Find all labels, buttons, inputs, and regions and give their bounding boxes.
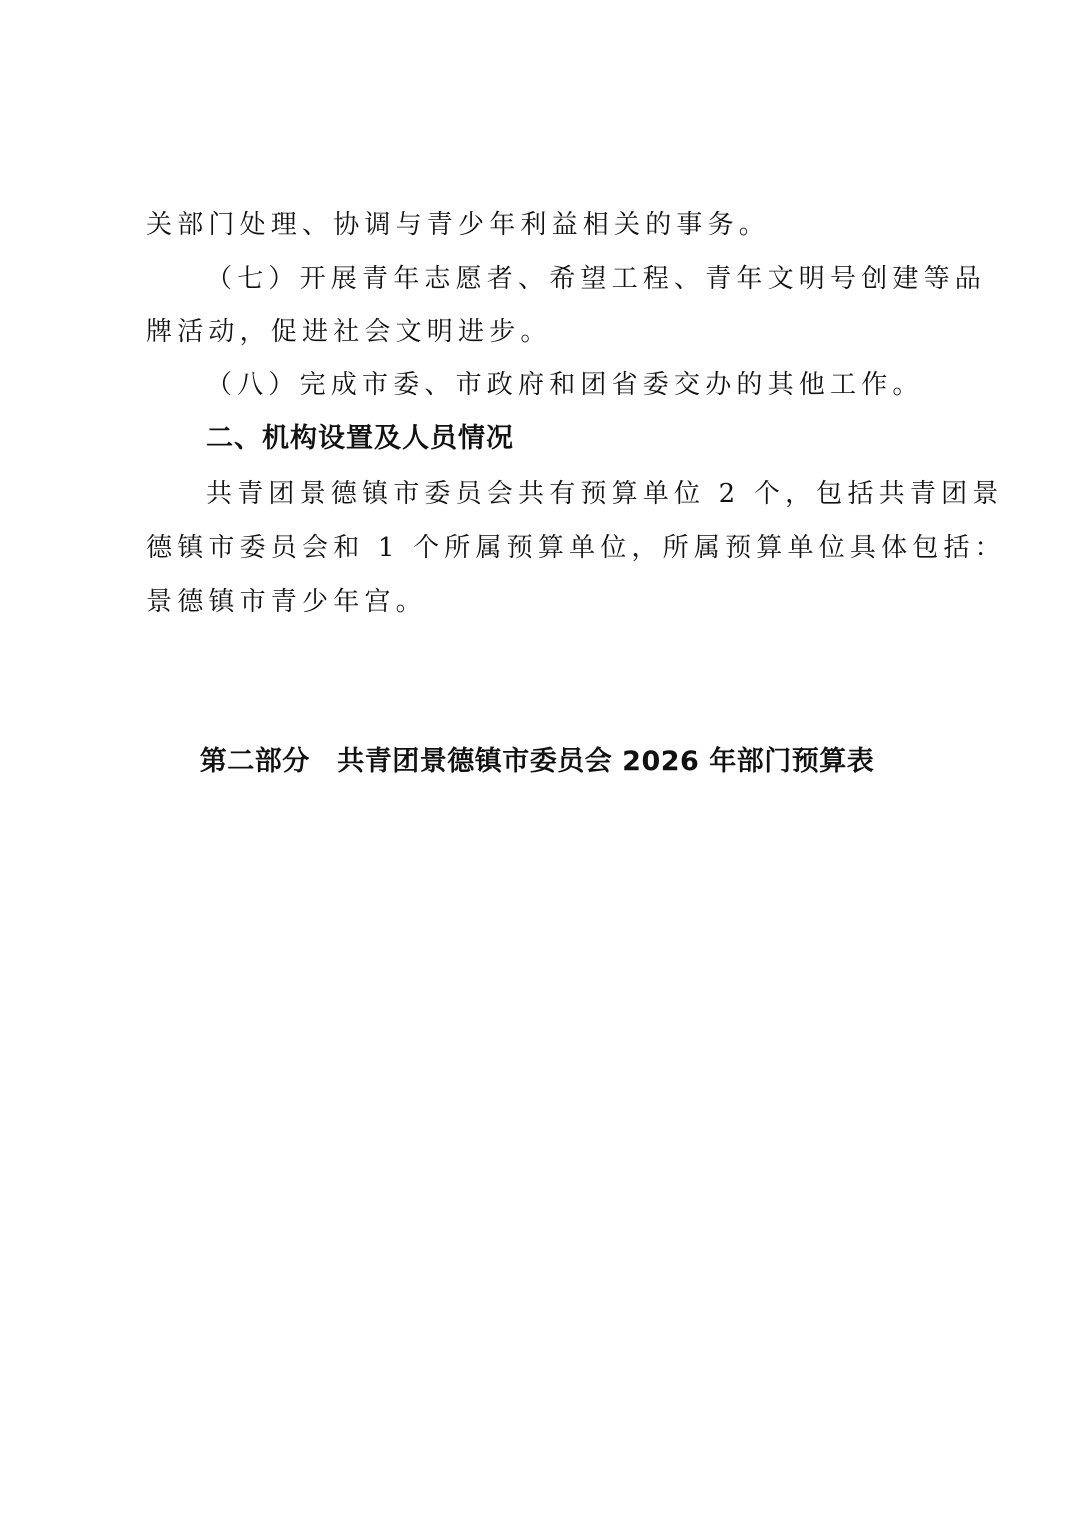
part-title: 第二部分 共青团景德镇市委员会 2026 年部门预算表	[199, 746, 875, 777]
section-line-2: 德镇市委员会和 1 个所属预算单位，所属预算单位具体包括：	[146, 533, 1006, 563]
section-heading: 二、机构设置及人员情况	[206, 423, 514, 454]
paragraph-line-1: 关部门处理、协调与青少年利益相关的事务。	[146, 210, 771, 240]
section-line-1: 共青团景德镇市委员会共有预算单位 2 个，包括共青团景	[206, 479, 1004, 509]
section-line-3: 景德镇市青少年宫。	[146, 587, 427, 617]
paragraph-line-3: 牌活动，促进社会文明进步。	[146, 317, 552, 347]
paragraph-line-4: （八）完成市委、市政府和团省委交办的其他工作。	[206, 370, 924, 400]
paragraph-line-2: （七）开展青年志愿者、希望工程、青年文明号创建等品	[206, 264, 987, 294]
